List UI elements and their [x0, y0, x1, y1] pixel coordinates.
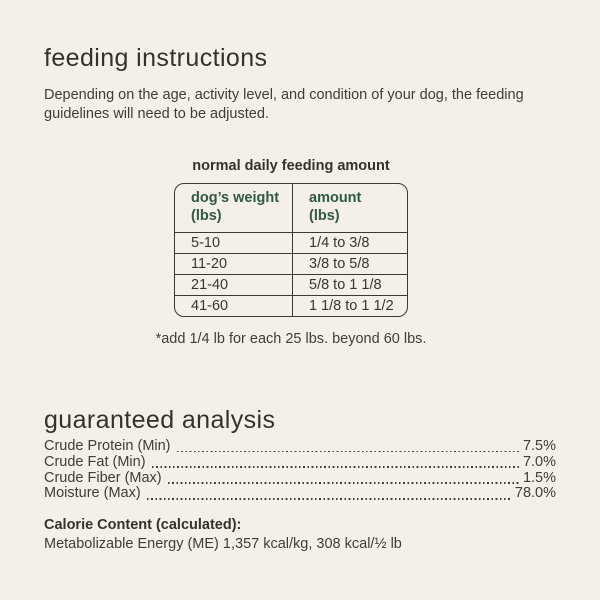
analysis-value: 7.5% — [522, 438, 556, 454]
feeding-table — [174, 183, 408, 317]
feeding-instructions-title: feeding instructions — [44, 44, 268, 72]
weight-cell: 5-10 — [175, 233, 293, 253]
calorie-content-detail: Metabolizable Energy (ME) 1,357 kcal/kg, 308 kcal/½ lb — [44, 535, 402, 552]
calorie-content-heading: Calorie Content (calculated): — [44, 517, 242, 534]
table-header-row — [175, 184, 407, 232]
amount-cell: 5/8 to 1 1/8 — [309, 276, 382, 293]
calorie-content-block — [44, 517, 556, 552]
weight-cell: 21-40 — [175, 275, 293, 295]
guaranteed-analysis-list — [44, 439, 556, 502]
table-caption: normal daily feeding amount — [192, 157, 390, 174]
weight-header-line1: dog’s weight — [191, 189, 280, 206]
dotted-leader — [152, 466, 520, 468]
table-row — [175, 253, 407, 274]
table-footnote: *add 1/4 lb for each 25 lbs. beyond 60 lbs. — [155, 330, 427, 347]
analysis-label: Moisture (Max) — [44, 485, 141, 502]
amount-header-line2: (lbs) — [309, 208, 340, 224]
intro-line-2: guidelines will need to be adjusted. — [44, 105, 269, 122]
weight-header-line2: (lbs) — [191, 208, 222, 224]
analysis-row — [44, 439, 556, 455]
analysis-value: 7.0% — [522, 453, 556, 470]
analysis-row — [44, 455, 556, 471]
weight-cell: 41-60 — [175, 296, 293, 316]
column-header-amount — [293, 184, 407, 232]
analysis-row — [44, 471, 556, 487]
dotted-leader — [177, 451, 520, 453]
guaranteed-analysis-title: guaranteed analysis — [44, 405, 276, 434]
weight-cell: 11-20 — [175, 254, 293, 274]
table-row — [175, 232, 407, 253]
amount-cell: 3/8 to 5/8 — [309, 255, 370, 272]
table-row — [175, 295, 407, 316]
analysis-value: 78.0% — [514, 485, 556, 502]
analysis-label: Crude Fat (Min) — [44, 453, 146, 470]
amount-cell: 1 1/8 to 1 1/2 — [309, 297, 394, 314]
column-header-dogs-weight — [175, 184, 293, 232]
dotted-leader — [168, 482, 520, 484]
amount-cell: 1/4 to 3/8 — [309, 234, 370, 251]
analysis-value: 1.5% — [522, 469, 556, 486]
amount-header-line1: amount — [309, 189, 362, 206]
table-row — [175, 274, 407, 295]
feeding-intro-text — [44, 86, 556, 124]
analysis-row — [44, 486, 556, 502]
dotted-leader — [147, 498, 512, 500]
analysis-label: Crude Fiber (Max) — [44, 469, 162, 486]
intro-line-1: Depending on the age, activity level, and condition of your dog, the feeding — [44, 86, 524, 103]
analysis-label: Crude Protein (Min) — [44, 438, 171, 454]
